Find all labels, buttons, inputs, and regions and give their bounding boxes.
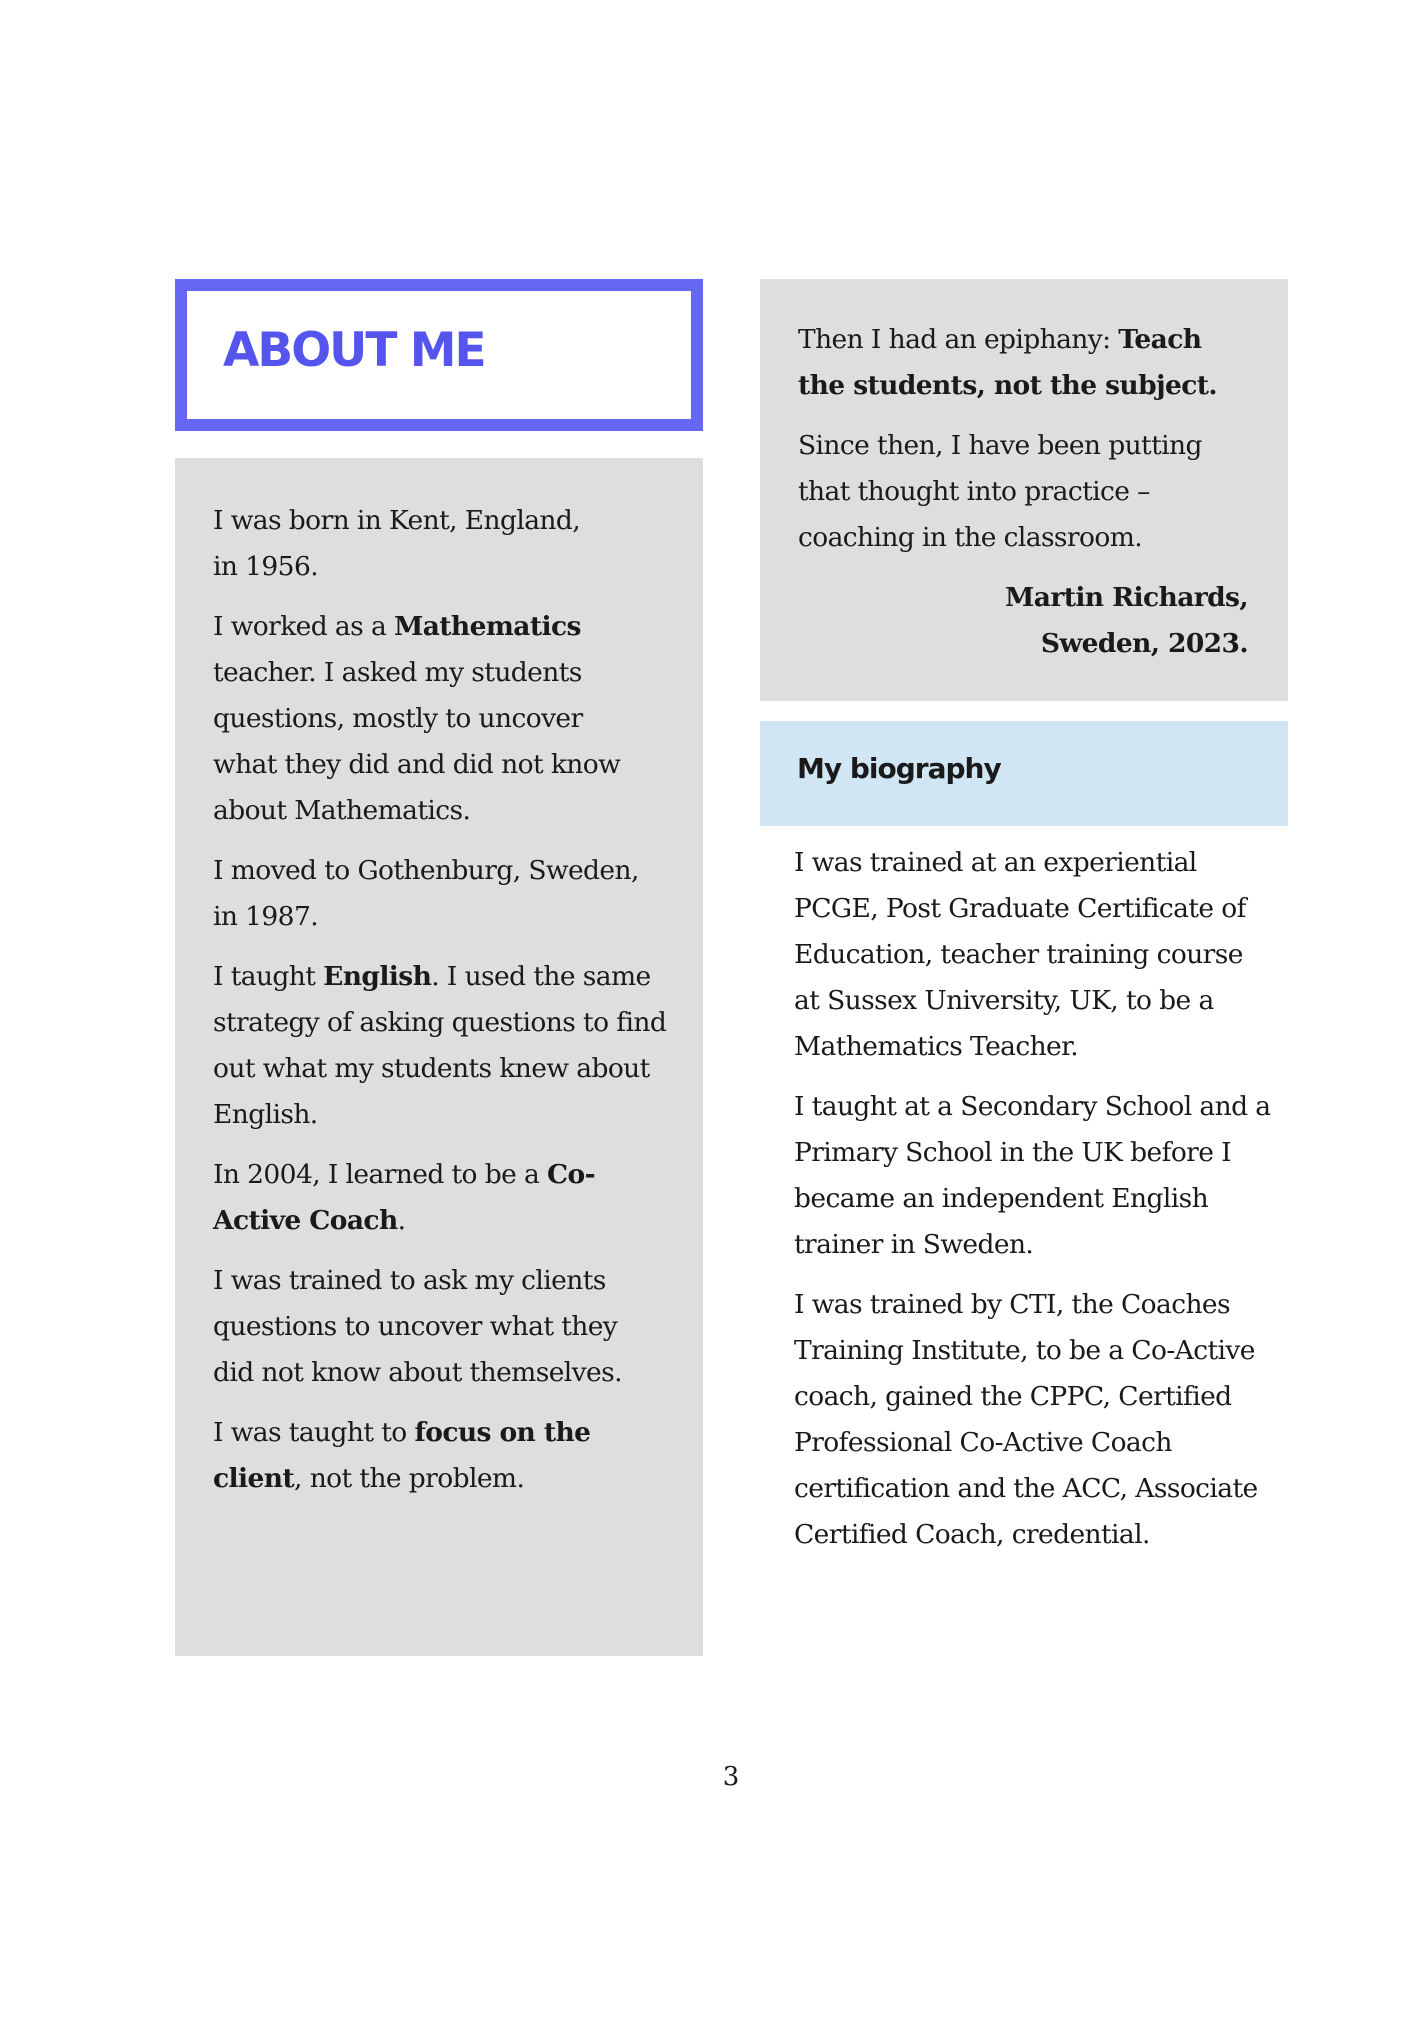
practice-paragraph: Since then, I have been putting that thought into practice – coaching in the classroom.	[798, 430, 1202, 553]
biography-paragraph-training: I was trained at an experiential PCGE, Post Graduate Certificate of Education, teacher training course at Sussex University, UK, to be a Mathematics Teacher.	[794, 847, 1246, 1062]
biography-header	[760, 721, 1288, 826]
signature	[798, 575, 1250, 667]
about-paragraph-coach: In 2004, I learned to be a Co-Active Coach.	[213, 1159, 595, 1236]
about-me-title-box	[175, 279, 703, 431]
about-paragraph-birth: I was born in Kent, England, in 1956.	[213, 505, 581, 582]
biography-heading: My biography	[797, 752, 1001, 785]
about-paragraph-english: I taught English. I used the same strategy of asking questions to find out what my students knew about English.	[213, 961, 667, 1130]
signature-place-date: Sweden, 2023.	[1040, 628, 1248, 659]
epiphany-quote-panel	[760, 279, 1288, 701]
biography-paragraph-teaching: I taught at a Secondary School and a Primary School in the UK before I became an independent English trainer in Sweden.	[794, 1091, 1271, 1260]
page-number: 3	[722, 1762, 740, 1792]
page-title: ABOUT ME	[223, 323, 485, 378]
about-me-panel	[175, 458, 703, 1656]
about-paragraph-moved: I moved to Gothenburg, Sweden, in 1987.	[213, 855, 639, 932]
biography-body	[794, 840, 1274, 1572]
about-paragraph-clients: I was trained to ask my clients questions to uncover what they did not know about themselves.	[213, 1265, 622, 1388]
signature-name: Martin Richards,	[1005, 582, 1248, 613]
about-paragraph-maths: I worked as a Mathematics teacher. I asked my students questions, mostly to uncover what they did and did not know about Mathematics.	[213, 611, 621, 826]
about-paragraph-focus: I was taught to focus on the client, not the problem.	[213, 1417, 591, 1494]
biography-paragraph-cti: I was trained by CTI, the Coaches Training Institute, to be a Co-Active coach, gained the CPPC, Certified Professional Co-Active Coach certification and the ACC, Associate Certified Coach, credential.	[794, 1289, 1258, 1550]
epiphany-paragraph: Then I had an epiphany: Teach the students, not the subject.	[798, 324, 1218, 401]
